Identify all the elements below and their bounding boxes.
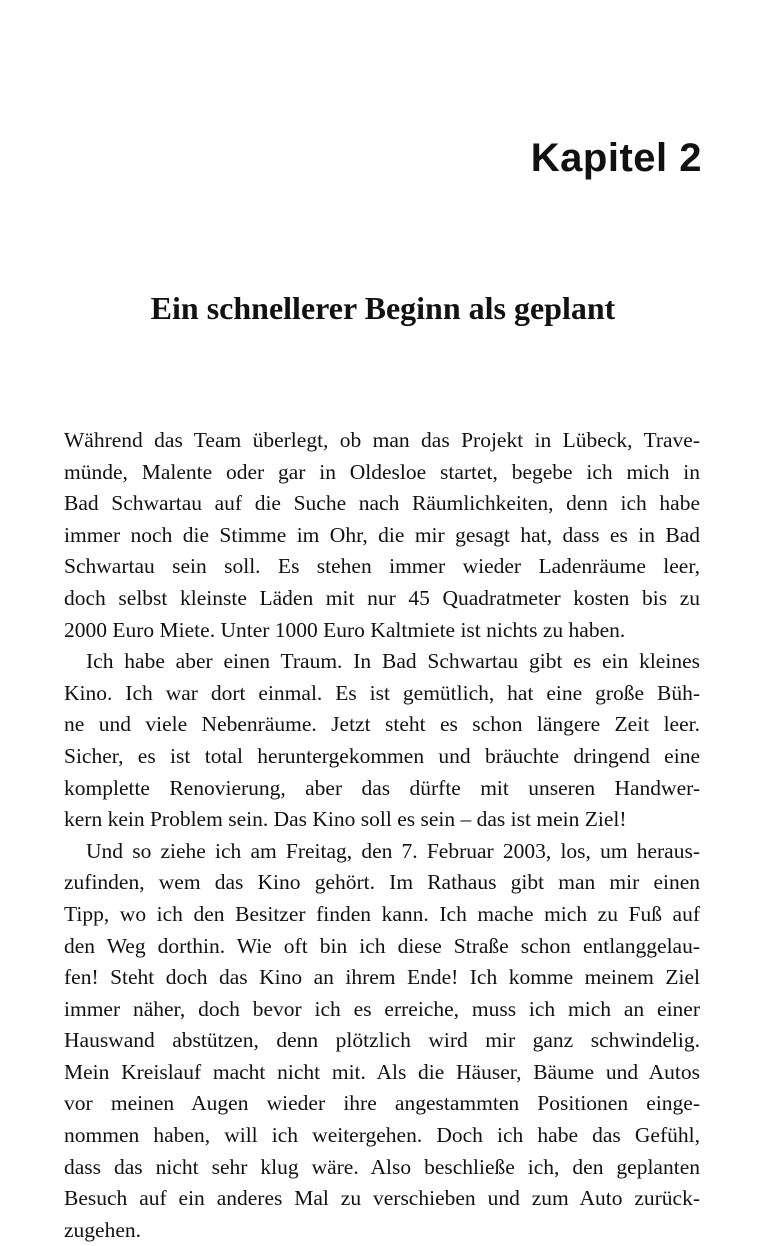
chapter-title: Ein schnellerer Beginn als geplant: [150, 290, 616, 326]
text-line: fen! Steht doch das Kino an ihrem Ende! Ich komme meinem Ziel: [64, 965, 700, 990]
text-line: immer noch die Stimme im Ohr, die mir gesagt hat, dass es in Bad: [64, 522, 700, 547]
text-line: Während das Team überlegt, ob man das Projekt in Lübeck, Trave-: [64, 428, 700, 452]
text-line: Kino. Ich war dort einmal. Es ist gemütlich, hat eine große Büh-: [64, 680, 700, 705]
text-line: doch selbst kleinste Läden mit nur 45 Quadratmeter kosten bis zu: [64, 585, 700, 610]
text-line: zugehen.: [64, 1217, 142, 1242]
text-line: ne und viele Nebenräume. Jetzt steht es schon längere Zeit leer.: [64, 712, 700, 737]
text-line: Schwartau sein soll. Es stehen immer wieder Ladenräume leer,: [64, 554, 700, 579]
text-line: Hauswand abstützen, denn plötzlich wird mir ganz schwindelig.: [64, 1028, 700, 1053]
text-line: Besuch auf ein anderes Mal zu verschieben und zum Auto zurück-: [64, 1186, 700, 1211]
text-line: Bad Schwartau auf die Suche nach Räumlichkeiten, denn ich habe: [64, 491, 700, 516]
paragraph-3: [64, 836, 700, 1246]
text-line: kern kein Problem sein. Das Kino soll es sein – das ist mein Ziel!: [64, 807, 627, 832]
text-line: den Weg dorthin. Wie oft bin ich diese Straße schon entlanggelau-: [64, 933, 700, 958]
text-line: Und so ziehe ich am Freitag, den 7. Februar 2003, los, um heraus-: [86, 838, 700, 863]
text-line: komplette Renovierung, aber das dürfte mit unseren Handwer-: [64, 775, 700, 800]
text-line: Ich habe aber einen Traum. In Bad Schwartau gibt es ein kleines: [86, 649, 700, 674]
body-text: [64, 425, 700, 1246]
paragraph-1: [64, 425, 700, 646]
paragraph-2: [64, 646, 700, 836]
text-line: vor meinen Augen wieder ihre angestammten Positionen einge-: [64, 1091, 700, 1116]
text-line: Tipp, wo ich den Besitzer finden kann. Ich mache mich zu Fuß auf: [64, 901, 700, 926]
text-line: immer näher, doch bevor ich es erreiche, muss ich mich an einer: [64, 996, 700, 1021]
text-line: 2000 Euro Miete. Unter 1000 Euro Kaltmiete ist nichts zu haben.: [64, 617, 626, 642]
text-line: münde, Malente oder gar in Oldesloe startet, begebe ich mich in: [64, 459, 700, 484]
text-line: Sicher, es ist total heruntergekommen und bräuchte dringend eine: [64, 743, 700, 768]
text-line: nommen haben, will ich weitergehen. Doch ich habe das Gefühl,: [64, 1123, 700, 1148]
text-line: Mein Kreislauf macht nicht mit. Als die Häuser, Bäume und Autos: [64, 1059, 700, 1084]
text-line: zufinden, wem das Kino gehört. Im Rathaus gibt man mir einen: [64, 870, 700, 895]
chapter-number-heading: Kapitel 2: [530, 136, 702, 180]
text-line: dass das nicht sehr klug wäre. Also beschließe ich, den geplanten: [64, 1154, 700, 1179]
